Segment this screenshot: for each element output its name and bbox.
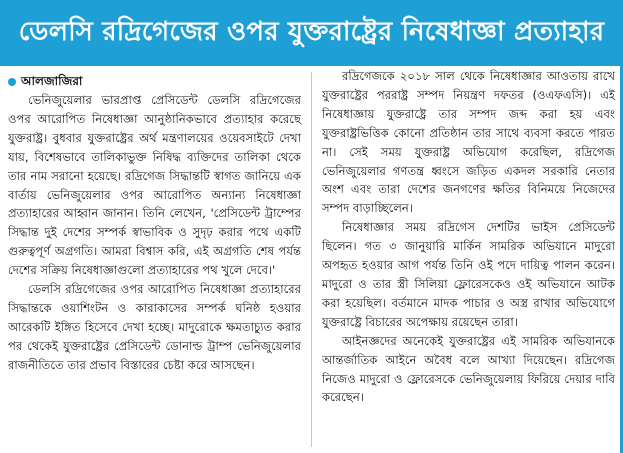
article-column-right (312, 66, 623, 453)
paragraph: রদ্রিগেজকে ২০১৮ সাল থেকে নিষেধাজ্ঞার আওতায় রাখে যুক্তরাষ্ট্রের পররাষ্ট্র সম্পদ নিয়ন্ত্রণ দফতর (ওএফএসি)। এই নিষেধাজ্ঞায় যুক্তরাষ্ট্রে তার সম্পদ জব্দ করা হয় এবং যুক্তরাষ্ট্রভিত্তিক কোনো প্রতিষ্ঠান তার সাথে ব্যবসা করতে পারত না। সেই সময় যুক্তরাষ্ট্র অভিযোগ করেছিল, রদ্রিগেজ ভেনিজুয়েলার গণতন্ত্র ধ্বংসে জড়িত একদল সরকারি নেতার অংশ এবং তারা দেশের জনগণের ক্ষতির বিনিময়ে নিজেদের সম্পদ বাড়াচ্ছিলেন। (322, 69, 615, 216)
source-line (8, 72, 301, 91)
paragraph: ভেনিজুয়েলার ভারপ্রাপ্ত প্রেসিডেন্ট ডেলসি রদ্রিগেজের ওপর আরোপিত নিষেধাজ্ঞা আনুষ্ঠানিকভাবে প্রত্যাহার করেছে যুক্তরাষ্ট্র। বুধবার যুক্তরাষ্ট্রের অর্থ মন্ত্রণালয়ের ওয়েবসাইটে দেখা যায়, বিশেষভাবে তালিকাভুক্ত নিষিদ্ধ ব্যক্তিদের তালিকা থেকে তার নাম সরানো হয়েছে। রদ্রিগেজ সিদ্ধান্তটি স্বাগত জানিয়ে এক বার্তায় ভেনিজুয়েলার ওপর আরোপিত অন্যান্য নিষেধাজ্ঞা প্রত্যাহারের আহ্বান জানান। তিনি লেখেন, 'প্রেসিডেন্ট ট্রাম্পের সিদ্ধান্ত দুই দেশের সম্পর্ক স্বাভাবিক ও সুদৃঢ় করার পথে একটি গুরুত্বপূর্ণ অগ্রগতি। আমরা বিশ্বাস করি, এই অগ্রগতি শেষ পর্যন্ত দেশের সক্রিয় নিষেধাজ্ঞাগুলো প্রত্যাহারের পথ খুলে দেবে।' (8, 93, 301, 278)
headline-banner (0, 0, 623, 66)
paragraph: ডেলসি রদ্রিগেজের ওপর আরোপিত নিষেধাজ্ঞা প্রত্যাহারের সিদ্ধান্তকে ওয়াশিংটন ও কারাকাসের সম্পর্ক ঘনিষ্ঠ হওয়ার আরেকটি ইঙ্গিত হিসেবে দেখা হচ্ছে। মাদুরোকে ক্ষমতাচ্যুত করার পর থেকেই যুক্তরাষ্ট্রের প্রেসিডেন্ট ডোনাল্ড ট্রাম্প ভেনিজুয়েলার রাজনীতিতে তার প্রভাব বিস্তারের চেষ্টা করে আসছেন। (8, 282, 301, 372)
article-column-left (0, 66, 311, 453)
source-name: আলজাজিরা (21, 74, 83, 89)
article-body (0, 66, 623, 453)
headline: ডেলসি রদ্রিগেজের ওপর যুক্তরাষ্ট্রের নিষেধাজ্ঞা প্রত্যাহার (18, 17, 605, 47)
bullet-icon (8, 78, 16, 86)
paragraph: নিষেধাজ্ঞার সময় রদ্রিগেস দেশটির ভাইস প্রেসিডেন্ট ছিলেন। গত ৩ জানুয়ারি মার্কিন সামরিক অভিযানে মাদুরো অপহৃত হওয়ার আগ পর্যন্ত তিনি ওই পদে দায়িত্ব পালন করেন। মাদুরো ও তার স্ত্রী সিলিয়া ফ্লোরেসকেও ওই অভিযানে আটক করা হয়েছিল। বর্তমানে মাদক পাচার ও অস্ত্র রাখার অভিযোগে যুক্তরাষ্ট্রে বিচারের অপেক্ষায় রয়েছেন তারা। (322, 220, 615, 329)
paragraph: আইনজ্ঞদের অনেকেই যুক্তরাষ্ট্রের এই সামরিক অভিযানকে আন্তর্জাতিক আইনে অবৈধ বলে আখ্যা দিয়েছেন। রদ্রিগেজ নিজেও মাদুরো ও ফ্লোরেসকে ভেনিজুয়েলায় ফিরিয়ে দেয়ার দাবি করেছেন। (322, 333, 615, 405)
